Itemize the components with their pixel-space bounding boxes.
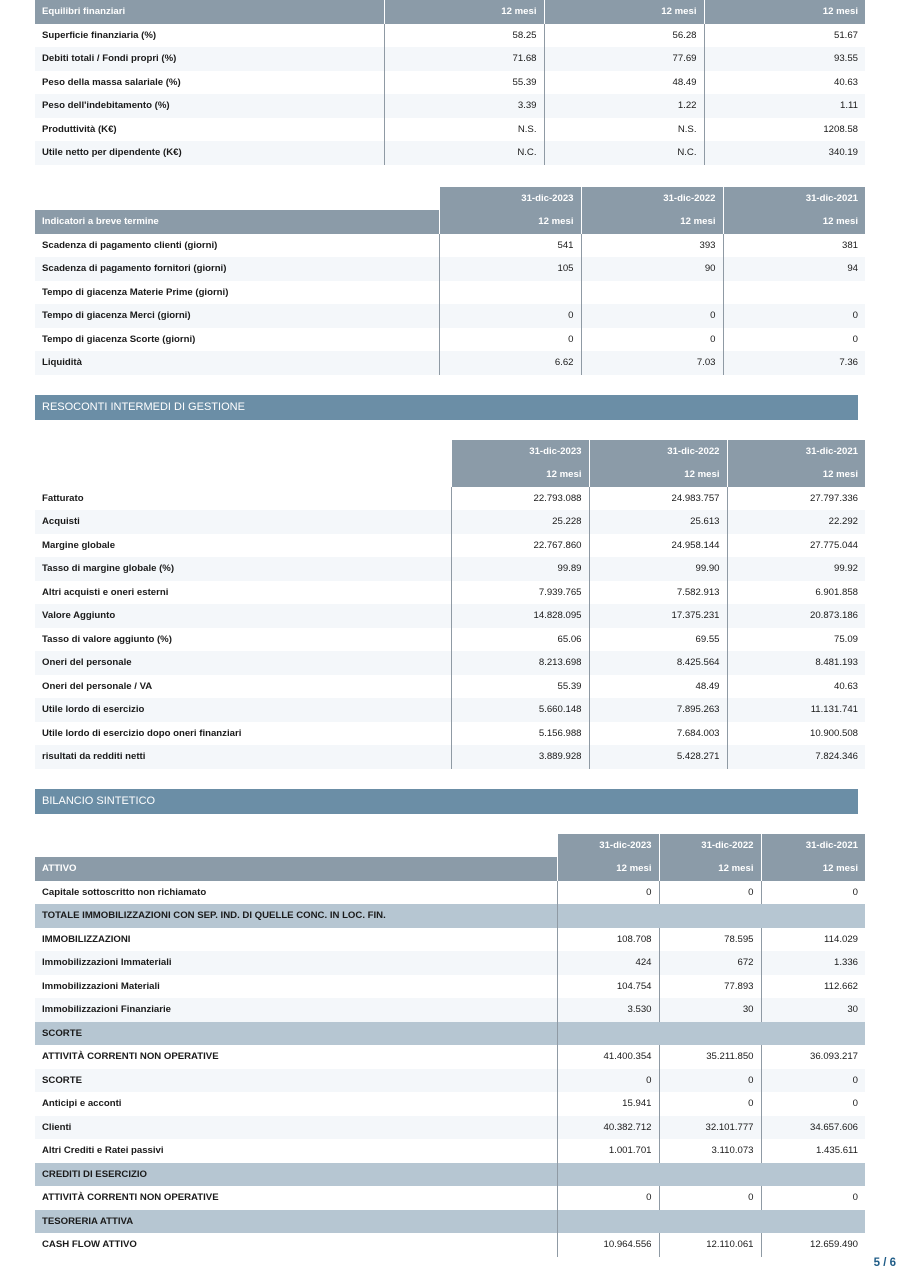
header-period: 12 mesi	[581, 210, 723, 234]
row-value: 0	[557, 1186, 659, 1210]
row-value: 7.824.346	[727, 745, 865, 769]
row-label: Immobilizzazioni Finanziarie	[35, 998, 557, 1022]
row-value: 0	[761, 1069, 865, 1093]
row-label: Utile netto per dipendente (K€)	[35, 141, 384, 165]
bilancio-header	[35, 857, 865, 881]
header-period: 12 mesi	[439, 210, 581, 234]
row-label: Scadenza di pagamento clienti (giorni)	[42, 239, 218, 251]
row-value: 24.958.144	[589, 534, 727, 558]
row-value: 112.662	[761, 975, 865, 999]
row-value: 8.481.193	[727, 651, 865, 675]
row-value: 7.895.263	[589, 698, 727, 722]
table-row	[35, 581, 865, 605]
row-value: 1.11	[704, 94, 865, 118]
row-value: N.C.	[544, 141, 704, 165]
row-value: 0	[761, 1186, 865, 1210]
row-value: 3.889.928	[451, 745, 589, 769]
header-period: 31-dic-2021	[727, 440, 865, 464]
row-value: 30	[659, 998, 761, 1022]
row-value: 55.39	[451, 675, 589, 699]
row-value: N.S.	[544, 118, 704, 142]
row-value: 20.873.186	[727, 604, 865, 628]
table-row	[35, 141, 865, 165]
table-row	[35, 234, 865, 258]
row-value: N.S.	[384, 118, 544, 142]
header-period: 12 mesi	[384, 0, 544, 24]
resoconti-periods-row	[35, 463, 865, 487]
row-value: 7.684.003	[589, 722, 727, 746]
row-value: 40.382.712	[557, 1116, 659, 1140]
row-value: 0	[659, 1186, 761, 1210]
header-period: 12 mesi	[723, 210, 865, 234]
row-label: Tasso di margine globale (%)	[35, 557, 451, 581]
table-row	[35, 118, 865, 142]
row-value: 24.983.757	[589, 487, 727, 511]
row-label: Produttività (K€)	[42, 123, 117, 135]
group-label: TOTALE IMMOBILIZZAZIONI CON SEP. IND. DI QUELLE CONC. IN LOC. FIN.	[35, 904, 557, 928]
row-value: 90	[581, 257, 723, 281]
header-label: ATTIVO	[35, 857, 557, 881]
row-value: 7.36	[723, 351, 865, 375]
table-row	[35, 975, 865, 999]
row-value: 34.657.606	[761, 1116, 865, 1140]
header-period: 12 mesi	[727, 463, 865, 487]
row-label: CASH FLOW ATTIVO	[42, 1239, 137, 1251]
row-value: 0	[761, 1092, 865, 1116]
table-row	[35, 722, 865, 746]
row-value: 0	[439, 328, 581, 352]
header-label: Equilibri finanziari	[35, 0, 384, 24]
row-value: 7.03	[581, 351, 723, 375]
row-label: ATTIVITÀ CORRENTI NON OPERATIVE	[42, 1192, 219, 1204]
page-number: 5 / 6	[873, 1257, 896, 1269]
row-value	[581, 281, 723, 305]
row-label: Liquidità	[35, 351, 439, 375]
row-label: ATTIVITÀ CORRENTI NON OPERATIVE	[42, 1051, 219, 1063]
row-label: Clienti	[35, 1116, 557, 1140]
row-value: 99.89	[451, 557, 589, 581]
header-blank-cell	[35, 187, 439, 211]
table-row	[35, 1045, 865, 1069]
table-row	[35, 557, 865, 581]
report-page	[35, 0, 865, 1257]
row-value: 108.708	[557, 928, 659, 952]
row-value: 27.797.336	[727, 487, 865, 511]
table-row	[35, 1092, 865, 1116]
row-value: 51.67	[704, 24, 865, 48]
row-value: 14.828.095	[451, 604, 589, 628]
header-blank-cell	[35, 440, 451, 464]
equilibri-table	[35, 0, 865, 165]
row-value: 1.22	[544, 94, 704, 118]
breve-dates-row	[35, 187, 865, 211]
table-row	[35, 675, 865, 699]
row-value: 3.110.073	[659, 1139, 761, 1163]
row-value: 424	[557, 951, 659, 975]
row-value	[723, 281, 865, 305]
table-row	[35, 304, 865, 328]
row-value: 3.39	[384, 94, 544, 118]
row-value: 8.213.698	[451, 651, 589, 675]
table-row	[35, 281, 865, 305]
row-value: 27.775.044	[727, 534, 865, 558]
row-value: 1.001.701	[557, 1139, 659, 1163]
row-value: 30	[761, 998, 865, 1022]
row-label: SCORTE	[35, 1069, 557, 1093]
resoconti-dates-row	[35, 440, 865, 464]
row-value: 40.63	[704, 71, 865, 95]
row-value: 93.55	[704, 47, 865, 71]
header-period: 31-dic-2022	[581, 187, 723, 211]
row-value: 55.39	[384, 71, 544, 95]
row-value: 0	[557, 881, 659, 905]
table-row	[35, 510, 865, 534]
table-row	[35, 928, 865, 952]
table-row	[35, 998, 865, 1022]
header-period: 31-dic-2021	[723, 187, 865, 211]
row-value: 99.90	[589, 557, 727, 581]
breve-table	[35, 187, 865, 375]
row-label: Oneri del personale	[35, 651, 451, 675]
table-row	[35, 628, 865, 652]
row-value: 1.336	[761, 951, 865, 975]
row-label: Scadenza di pagamento fornitori (giorni)	[35, 257, 439, 281]
equilibri-header	[35, 0, 865, 24]
table-row	[35, 698, 865, 722]
group-row	[35, 1022, 865, 1046]
row-value: 65.06	[451, 628, 589, 652]
header-period: 12 mesi	[451, 463, 589, 487]
row-label: Peso dell'indebitamento (%)	[35, 94, 384, 118]
row-label: IMMOBILIZZAZIONI	[42, 933, 131, 945]
row-value: 7.939.765	[451, 581, 589, 605]
row-value: 381	[723, 234, 865, 258]
row-value: 8.425.564	[589, 651, 727, 675]
group-fill	[557, 1210, 865, 1234]
row-label: Anticipi e acconti	[42, 1098, 122, 1110]
header-label: Indicatori a breve termine	[35, 210, 439, 234]
row-label: Immobilizzazioni Immateriali	[35, 951, 557, 975]
row-label: Tasso di valore aggiunto (%)	[42, 633, 172, 645]
row-value: 22.767.860	[451, 534, 589, 558]
bilancio-table	[35, 834, 865, 1257]
row-value: 0	[659, 1069, 761, 1093]
group-fill	[557, 1163, 865, 1187]
row-value: 0	[439, 304, 581, 328]
table-row	[35, 534, 865, 558]
row-value: 25.613	[589, 510, 727, 534]
row-value: 75.09	[727, 628, 865, 652]
table-row	[35, 487, 865, 511]
row-value: 340.19	[704, 141, 865, 165]
table-row	[35, 951, 865, 975]
row-label: Oneri del personale / VA	[42, 680, 153, 692]
row-value: 94	[723, 257, 865, 281]
row-value: 40.63	[727, 675, 865, 699]
header-period: 12 mesi	[659, 857, 761, 881]
group-fill	[557, 1022, 865, 1046]
row-label: Utile lordo di esercizio dopo oneri finanziari	[42, 727, 242, 739]
row-label: Tempo di giacenza Materie Prime (giorni)	[42, 286, 229, 298]
table-row	[35, 94, 865, 118]
row-label: Utile lordo di esercizio	[35, 698, 451, 722]
row-label: Margine globale	[42, 539, 116, 551]
row-value: 41.400.354	[557, 1045, 659, 1069]
row-value: 541	[439, 234, 581, 258]
header-period: 31-dic-2023	[451, 440, 589, 464]
row-label: Altri Crediti e Ratei passivi	[42, 1145, 164, 1157]
row-value: 5.156.988	[451, 722, 589, 746]
table-row	[35, 651, 865, 675]
table-row	[35, 24, 865, 48]
group-label: CREDITI DI ESERCIZIO	[35, 1163, 557, 1187]
table-row	[35, 1116, 865, 1140]
row-value: 105	[439, 257, 581, 281]
row-value: 71.68	[384, 47, 544, 71]
row-label: Tempo di giacenza Merci (giorni)	[35, 304, 439, 328]
header-period: 31-dic-2023	[439, 187, 581, 211]
row-value: 0	[659, 1092, 761, 1116]
row-value: 10.900.508	[727, 722, 865, 746]
row-value: 35.211.850	[659, 1045, 761, 1069]
row-value: 11.131.741	[727, 698, 865, 722]
row-value: 56.28	[544, 24, 704, 48]
table-row	[35, 1186, 865, 1210]
table-row	[35, 604, 865, 628]
row-value: 10.964.556	[557, 1233, 659, 1257]
table-row	[35, 71, 865, 95]
table-row	[35, 328, 865, 352]
row-label: Capitale sottoscritto non richiamato	[42, 886, 207, 898]
row-value: 32.101.777	[659, 1116, 761, 1140]
header-period: 31-dic-2022	[589, 440, 727, 464]
row-value: 77.69	[544, 47, 704, 71]
header-blank-cell	[35, 463, 451, 487]
row-value: 22.292	[727, 510, 865, 534]
row-value: 78.595	[659, 928, 761, 952]
row-value: 114.029	[761, 928, 865, 952]
row-value: 48.49	[589, 675, 727, 699]
row-value: 5.660.148	[451, 698, 589, 722]
row-value: N.C.	[384, 141, 544, 165]
row-label: Debiti totali / Fondi propri (%)	[35, 47, 384, 71]
row-value: 25.228	[451, 510, 589, 534]
row-value: 17.375.231	[589, 604, 727, 628]
row-value: 15.941	[557, 1092, 659, 1116]
table-row	[35, 745, 865, 769]
row-value: 0	[659, 881, 761, 905]
row-value: 7.582.913	[589, 581, 727, 605]
row-value: 393	[581, 234, 723, 258]
row-label: Fatturato	[42, 492, 84, 504]
header-period: 12 mesi	[589, 463, 727, 487]
table-row	[35, 1139, 865, 1163]
row-value: 58.25	[384, 24, 544, 48]
group-row	[35, 1210, 865, 1234]
table-row	[35, 1069, 865, 1093]
row-value: 99.92	[727, 557, 865, 581]
row-label: Valore Aggiunto	[35, 604, 451, 628]
row-value: 12.659.490	[761, 1233, 865, 1257]
row-label: Peso della massa salariale (%)	[42, 76, 181, 88]
bilancio-section-title: BILANCIO SINTETICO	[35, 789, 858, 814]
group-label: SCORTE	[35, 1022, 557, 1046]
row-value: 22.793.088	[451, 487, 589, 511]
row-value: 3.530	[557, 998, 659, 1022]
bilancio-dates-row	[35, 834, 865, 858]
breve-header	[35, 210, 865, 234]
row-value: 1208.58	[704, 118, 865, 142]
group-row	[35, 904, 865, 928]
table-row	[35, 1233, 865, 1257]
row-value: 0	[581, 328, 723, 352]
row-value: 48.49	[544, 71, 704, 95]
resoconti-section-title: RESOCONTI INTERMEDI DI GESTIONE	[35, 395, 858, 420]
row-value: 672	[659, 951, 761, 975]
row-value: 36.093.217	[761, 1045, 865, 1069]
header-period: 12 mesi	[544, 0, 704, 24]
row-value: 0	[761, 881, 865, 905]
row-value: 0	[723, 328, 865, 352]
row-label: Altri acquisti e oneri esterni	[42, 586, 169, 598]
row-label: Tempo di giacenza Scorte (giorni)	[42, 333, 196, 345]
group-label: TESORERIA ATTIVA	[35, 1210, 557, 1234]
group-row	[35, 1163, 865, 1187]
row-value: 6.901.858	[727, 581, 865, 605]
row-label: Acquisti	[35, 510, 451, 534]
row-value: 77.893	[659, 975, 761, 999]
group-fill	[557, 904, 865, 928]
row-value	[439, 281, 581, 305]
row-value: 5.428.271	[589, 745, 727, 769]
row-value: 12.110.061	[659, 1233, 761, 1257]
header-period: 31-dic-2022	[659, 834, 761, 858]
row-value: 69.55	[589, 628, 727, 652]
table-row	[35, 257, 865, 281]
row-label: Superficie finanziaria (%)	[42, 29, 157, 41]
header-blank-cell	[35, 834, 557, 858]
table-row	[35, 351, 865, 375]
header-period: 12 mesi	[704, 0, 865, 24]
row-value: 0	[723, 304, 865, 328]
row-value: 0	[581, 304, 723, 328]
row-label: risultati da redditi netti	[35, 745, 451, 769]
row-label: Immobilizzazioni Materiali	[42, 980, 160, 992]
table-row	[35, 881, 865, 905]
resoconti-table	[35, 440, 865, 769]
row-value: 0	[557, 1069, 659, 1093]
row-value: 1.435.611	[761, 1139, 865, 1163]
header-period: 12 mesi	[761, 857, 865, 881]
header-period: 12 mesi	[557, 857, 659, 881]
header-period: 31-dic-2021	[761, 834, 865, 858]
row-value: 6.62	[439, 351, 581, 375]
row-value: 104.754	[557, 975, 659, 999]
table-row	[35, 47, 865, 71]
header-period: 31-dic-2023	[557, 834, 659, 858]
